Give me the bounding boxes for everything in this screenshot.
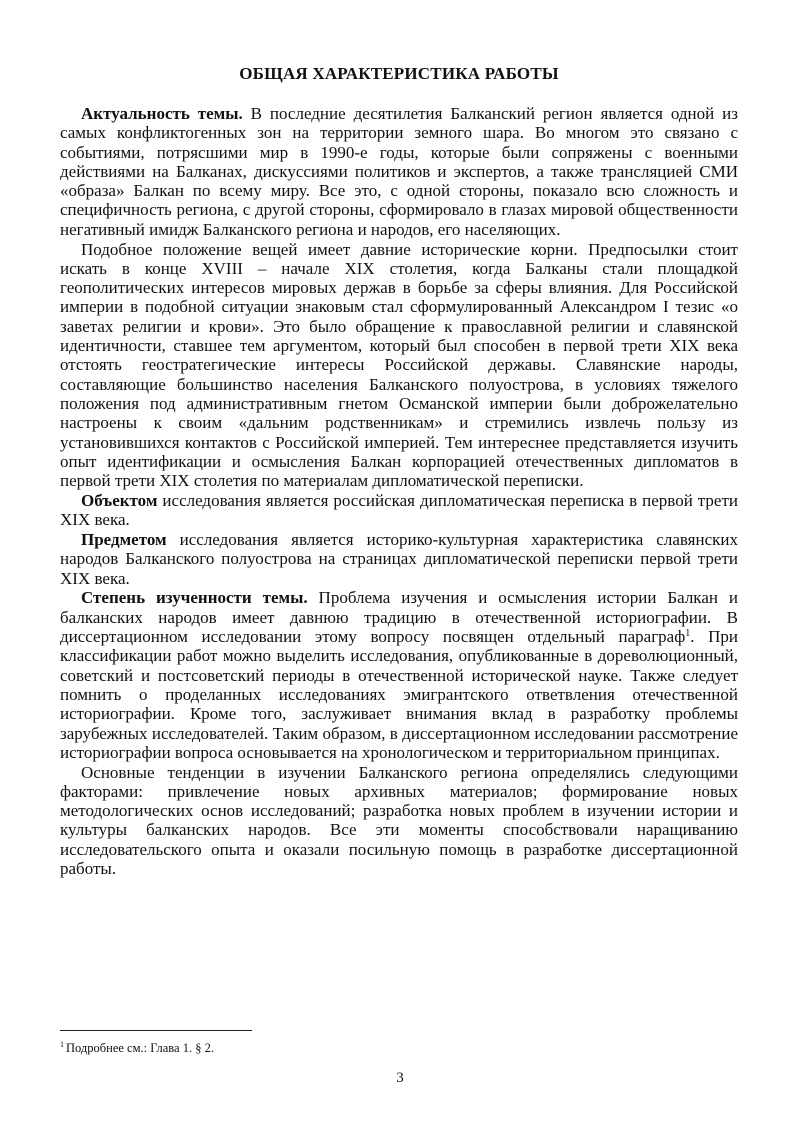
paragraph-lead: Предметом — [81, 530, 167, 550]
paragraph-lead: Объектом — [81, 490, 158, 510]
paragraph-background — [60, 240, 738, 491]
paragraph-trends — [60, 763, 738, 879]
paragraph-text: Проблема изучения и осмысления истории Балкан и балканских народов имеет давнюю традицию в отечественной историографии. В диссертационном исследовании этому вопросу посвящен отдельный параграф — [60, 588, 738, 647]
paragraph-text-continued: . При классификации работ можно выделить исследования, опубликованные в дореволюционный, советский и постсоветский периоды в отечественной исторической науке. Также следует помнить о проделанных исследованиях эмигрантского ответвления отечественной историографии. Кроме того, заслуживает внимания вклад в разработку проблемы зарубежных исследователей. Таким образом, в диссертационном исследовании рассмотрение историографии вопроса основывается на хронологическом и территориальном принципах. — [60, 627, 738, 762]
page-number: 3 — [396, 1070, 404, 1086]
paragraph-lead: Степень изученности темы. — [81, 588, 308, 608]
footnote-reference[interactable]: 1 — [685, 628, 691, 640]
body-text — [60, 104, 738, 878]
footnote-number: 1 — [60, 1040, 64, 1049]
paragraph-object — [60, 491, 738, 530]
paragraph-text: исследования является российская дипломатическая переписка в первой трети XIX века. — [60, 490, 738, 530]
footnote-divider — [60, 1030, 252, 1031]
paragraph-subject — [60, 530, 738, 588]
page-title: ОБЩАЯ ХАРАКТЕРИСТИКА РАБОТЫ — [239, 64, 559, 83]
paragraph-historiography — [60, 588, 738, 762]
paragraph-text: Подобное положение вещей имеет давние исторические корни. Предпосылки стоит искать в конце XVIII – начале XIX столетия, когда Балканы стали площадкой геополитических интересов мировых держав в борьбе за сферы влияния. Для Российской империи в подобной ситуации знаковым стал сформулированный Александром I тезис «о заветах религии и крови». Это было обращение к православной религии и славянской идентичности, ставшее тем аргументом, который был способен в первой трети XIX века отстоять геостратегические интересы Российской державы. Славянские народы, составляющие большинство населения Балканского полуострова, в условиях тяжелого положения под административным гнетом Османской империи были доброжелательно настроены к своим «дальним родственникам» и стремились извлечь пользу из установившихся контактов с Российской империей. Тем интереснее представляется изучить опыт идентификации и осмысления Балкан корпорацией отечественных дипломатов в первой трети XIX столетия по материалам дипломатической переписки. — [60, 239, 738, 491]
footnote — [60, 1041, 214, 1056]
paragraph-text: Основные тенденции в изучении Балканского региона определялись следующими факторами: привлечение новых архивных материалов; формирование новых методологических основ исследований; разработка новых проблем в изучении истории и культуры балканских народов. Все эти моменты способствовали наращиванию исследовательского опыта и оказали посильную помощь в разработке диссертационной работы. — [60, 762, 738, 879]
paragraph-relevance — [60, 104, 738, 239]
paragraph-text: исследования является историко-культурная характеристика славянских народов Балканского полуострова на страницах дипломатической переписки первой трети XIX века. — [60, 530, 738, 588]
footnote-text: Подробнее см.: Глава 1. § 2. — [66, 1041, 214, 1055]
paragraph-lead: Актуальность темы. — [81, 104, 243, 123]
paragraph-text: В последние десятилетия Балканский регион является одной из самых конфликтогенных зон на территории земного шара. Во многом это связано с событиями, потрясшими мир в 1990-е годы, которые были сопряжены с военными действиями на Балканах, дискуссиями политиков и экспертов, а также трансляцией СМИ «образа» Балкан по всему миру. Все это, с одной стороны, показало всю сложность и специфичность региона, с другой стороны, сформировало в глазах мировой общественности негативный имидж Балканского региона и народов, его населяющих. — [60, 104, 738, 239]
